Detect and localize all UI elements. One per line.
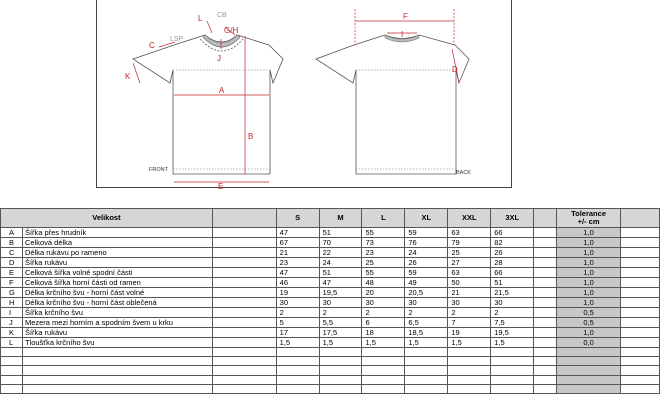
- empty-cell: [534, 375, 557, 384]
- row-size-value: 66: [491, 268, 534, 278]
- empty-cell: [491, 366, 534, 375]
- row-size-value: 47: [276, 228, 319, 238]
- empty-cell: [319, 384, 362, 393]
- row-size-value: 20,5: [405, 288, 448, 298]
- size-chart-header-row: [1, 209, 660, 228]
- seam-label-lsp: LSP: [170, 36, 184, 43]
- row-size-value: 26: [491, 248, 534, 258]
- row-size-value: 19: [276, 288, 319, 298]
- row-size-value: 22: [319, 248, 362, 258]
- row-size-value: 2: [276, 308, 319, 318]
- empty-cell: [448, 384, 491, 393]
- row-size-value: 63: [448, 228, 491, 238]
- row-gap-cell: [212, 338, 276, 348]
- row-name: Délka krčního švu - horní část volné: [22, 288, 212, 298]
- empty-cell: [621, 366, 660, 375]
- dimension-lines: [133, 9, 459, 182]
- row-size-value: 5,5: [319, 318, 362, 328]
- row-size-value: 47: [319, 278, 362, 288]
- row-size-value: 70: [319, 238, 362, 248]
- row-size-value: 51: [319, 268, 362, 278]
- empty-cell: [212, 348, 276, 357]
- row-tolerance: 0,5: [557, 308, 621, 318]
- empty-cell: [534, 384, 557, 393]
- dim-label-gh: G/H: [224, 26, 239, 35]
- table-row: [1, 238, 660, 248]
- tolerance-unit: +/- cm: [577, 217, 600, 226]
- row-gap-cell: [621, 268, 660, 278]
- row-name: Mezera mezi horním a spodním švem u krku: [22, 318, 212, 328]
- row-gap-cell: [212, 328, 276, 338]
- row-name: Šířka krčního švu: [22, 308, 212, 318]
- empty-cell: [212, 366, 276, 375]
- row-size-value: 55: [362, 268, 405, 278]
- table-row: [1, 268, 660, 278]
- header-tolerance: [557, 209, 621, 228]
- row-size-value: 79: [448, 238, 491, 248]
- row-gap-cell: [534, 258, 557, 268]
- row-gap-cell: [534, 328, 557, 338]
- table-row: [1, 258, 660, 268]
- row-name: Tloušťka krčního švu: [22, 338, 212, 348]
- row-size-value: 82: [491, 238, 534, 248]
- row-gap-cell: [534, 308, 557, 318]
- row-size-value: 26: [405, 258, 448, 268]
- table-row: [1, 298, 660, 308]
- row-size-value: 27: [448, 258, 491, 268]
- row-code: F: [1, 278, 23, 288]
- row-tolerance: 1,0: [557, 228, 621, 238]
- dim-label-c: C: [149, 41, 155, 50]
- row-size-value: 76: [405, 238, 448, 248]
- empty-cell: [212, 375, 276, 384]
- empty-cell: [319, 375, 362, 384]
- table-row: [1, 328, 660, 338]
- row-size-value: 19,5: [319, 288, 362, 298]
- row-gap-cell: [212, 278, 276, 288]
- empty-cell: [276, 366, 319, 375]
- empty-cell: [448, 348, 491, 357]
- dim-label-b: B: [248, 132, 254, 141]
- row-size-value: 21: [448, 288, 491, 298]
- empty-cell: [362, 357, 405, 366]
- row-gap-cell: [621, 258, 660, 268]
- empty-cell: [319, 357, 362, 366]
- row-code: H: [1, 298, 23, 308]
- row-code: C: [1, 248, 23, 258]
- row-size-value: 2: [448, 308, 491, 318]
- row-gap-cell: [621, 318, 660, 328]
- empty-cell: [405, 366, 448, 375]
- row-gap-cell: [212, 248, 276, 258]
- row-size-value: 30: [448, 298, 491, 308]
- row-gap-cell: [212, 318, 276, 328]
- row-size-value: 7: [448, 318, 491, 328]
- empty-cell: [319, 366, 362, 375]
- empty-cell: [534, 357, 557, 366]
- row-size-value: 28: [491, 258, 534, 268]
- empty-cell: [212, 384, 276, 393]
- row-size-value: 19: [448, 328, 491, 338]
- row-code: G: [1, 288, 23, 298]
- empty-table-row: [1, 357, 660, 366]
- empty-cell: [557, 348, 621, 357]
- row-gap-cell: [621, 228, 660, 238]
- front-tshirt-outline: [133, 35, 283, 174]
- empty-cell: [22, 384, 212, 393]
- row-size-value: 1,5: [362, 338, 405, 348]
- back-tshirt-outline: [316, 35, 469, 174]
- size-chart-body: [1, 228, 660, 394]
- empty-cell: [22, 375, 212, 384]
- tolerance-title: Tolerance: [571, 208, 606, 218]
- empty-cell: [557, 384, 621, 393]
- row-size-value: 49: [405, 278, 448, 288]
- row-name: Šířka rukávu: [22, 258, 212, 268]
- row-gap-cell: [212, 308, 276, 318]
- row-gap-cell: [621, 298, 660, 308]
- row-name: Šířka rukávu: [22, 328, 212, 338]
- row-size-value: 73: [362, 238, 405, 248]
- empty-cell: [534, 366, 557, 375]
- front-view-label: FRONT: [149, 167, 168, 173]
- row-gap-cell: [534, 298, 557, 308]
- row-gap-cell: [534, 228, 557, 238]
- row-size-value: 46: [276, 278, 319, 288]
- row-size-value: 2: [405, 308, 448, 318]
- empty-cell: [362, 375, 405, 384]
- row-tolerance: 0,0: [557, 338, 621, 348]
- row-size-value: 1,5: [319, 338, 362, 348]
- size-chart-table: [0, 208, 660, 394]
- empty-cell: [1, 348, 23, 357]
- row-code: K: [1, 328, 23, 338]
- row-size-value: 30: [362, 298, 405, 308]
- empty-cell: [621, 384, 660, 393]
- row-name: Celková délka: [22, 238, 212, 248]
- table-row: [1, 308, 660, 318]
- row-gap-cell: [534, 248, 557, 258]
- row-gap-cell: [212, 268, 276, 278]
- table-row: [1, 318, 660, 328]
- header-gap: [534, 209, 557, 228]
- dim-label-f: F: [403, 12, 408, 21]
- empty-cell: [362, 366, 405, 375]
- row-gap-cell: [212, 228, 276, 238]
- row-size-value: 17,5: [319, 328, 362, 338]
- header-velikost: Velikost: [1, 209, 213, 228]
- row-size-value: 30: [276, 298, 319, 308]
- empty-cell: [491, 375, 534, 384]
- row-gap-cell: [621, 308, 660, 318]
- table-row: [1, 248, 660, 258]
- empty-table-row: [1, 366, 660, 375]
- row-tolerance: 1,0: [557, 268, 621, 278]
- row-gap-cell: [534, 288, 557, 298]
- back-view-label: BACK: [456, 170, 471, 176]
- empty-cell: [1, 384, 23, 393]
- dim-label-a: A: [219, 86, 225, 95]
- row-tolerance: 1,0: [557, 298, 621, 308]
- row-code: B: [1, 238, 23, 248]
- row-gap-cell: [621, 338, 660, 348]
- row-size-value: 18: [362, 328, 405, 338]
- empty-cell: [276, 384, 319, 393]
- row-size-value: 30: [319, 298, 362, 308]
- empty-cell: [1, 366, 23, 375]
- row-size-value: 6,5: [405, 318, 448, 328]
- row-size-value: 21,5: [491, 288, 534, 298]
- row-gap-cell: [212, 288, 276, 298]
- empty-cell: [491, 384, 534, 393]
- row-size-value: 18,5: [405, 328, 448, 338]
- empty-cell: [448, 375, 491, 384]
- empty-cell: [557, 357, 621, 366]
- row-gap-cell: [212, 238, 276, 248]
- garment-technical-drawing: [96, 0, 512, 188]
- empty-cell: [405, 384, 448, 393]
- header-size: XXL: [448, 209, 491, 228]
- empty-cell: [448, 357, 491, 366]
- row-size-value: 24: [319, 258, 362, 268]
- dim-label-d: D: [452, 65, 458, 74]
- row-gap-cell: [212, 258, 276, 268]
- row-size-value: 2: [362, 308, 405, 318]
- row-name: Délka krčního švu - horní část oblečená: [22, 298, 212, 308]
- header-size: S: [276, 209, 319, 228]
- row-gap-cell: [534, 318, 557, 328]
- row-size-value: 6: [362, 318, 405, 328]
- empty-cell: [276, 348, 319, 357]
- row-size-value: 7,5: [491, 318, 534, 328]
- empty-cell: [491, 357, 534, 366]
- empty-cell: [22, 357, 212, 366]
- row-gap-cell: [534, 278, 557, 288]
- empty-cell: [276, 357, 319, 366]
- empty-cell: [362, 384, 405, 393]
- empty-cell: [22, 366, 212, 375]
- dim-label-k: K: [125, 72, 131, 81]
- tshirt-diagram: [97, 0, 513, 189]
- row-size-value: 5: [276, 318, 319, 328]
- row-size-value: 2: [319, 308, 362, 318]
- empty-cell: [448, 366, 491, 375]
- row-size-value: 66: [491, 228, 534, 238]
- row-name: Celková šířka volné spodní části: [22, 268, 212, 278]
- row-size-value: 25: [362, 258, 405, 268]
- empty-cell: [491, 348, 534, 357]
- row-tolerance: 1,0: [557, 238, 621, 248]
- row-size-value: 23: [362, 248, 405, 258]
- row-gap-cell: [621, 288, 660, 298]
- empty-cell: [557, 375, 621, 384]
- empty-cell: [212, 357, 276, 366]
- row-gap-cell: [621, 238, 660, 248]
- row-size-value: 19,5: [491, 328, 534, 338]
- empty-cell: [621, 348, 660, 357]
- table-row: [1, 228, 660, 238]
- row-name: Šířka přes hrudník: [22, 228, 212, 238]
- row-size-value: 21: [276, 248, 319, 258]
- row-size-value: 17: [276, 328, 319, 338]
- row-gap-cell: [534, 338, 557, 348]
- row-code: J: [1, 318, 23, 328]
- row-gap-cell: [212, 298, 276, 308]
- empty-cell: [621, 357, 660, 366]
- row-size-value: 48: [362, 278, 405, 288]
- row-size-value: 51: [319, 228, 362, 238]
- seam-label-cb: CB: [217, 12, 227, 19]
- empty-table-row: [1, 375, 660, 384]
- empty-cell: [405, 357, 448, 366]
- row-size-value: 51: [491, 278, 534, 288]
- row-size-value: 1,5: [448, 338, 491, 348]
- row-size-value: 23: [276, 258, 319, 268]
- row-code: D: [1, 258, 23, 268]
- row-tolerance: 1,0: [557, 288, 621, 298]
- row-size-value: 30: [491, 298, 534, 308]
- empty-cell: [621, 375, 660, 384]
- empty-cell: [1, 357, 23, 366]
- dim-label-j: J: [217, 54, 221, 63]
- row-gap-cell: [621, 278, 660, 288]
- empty-cell: [276, 375, 319, 384]
- row-gap-cell: [621, 248, 660, 258]
- row-size-value: 50: [448, 278, 491, 288]
- row-code: E: [1, 268, 23, 278]
- empty-cell: [362, 348, 405, 357]
- row-size-value: 1,5: [405, 338, 448, 348]
- row-size-value: 67: [276, 238, 319, 248]
- row-size-value: 59: [405, 268, 448, 278]
- row-gap-cell: [621, 328, 660, 338]
- row-size-value: 30: [405, 298, 448, 308]
- header-size: XL: [405, 209, 448, 228]
- row-code: L: [1, 338, 23, 348]
- empty-cell: [1, 375, 23, 384]
- row-size-value: 25: [448, 248, 491, 258]
- row-tolerance: 1,0: [557, 248, 621, 258]
- table-row: [1, 338, 660, 348]
- row-size-value: 59: [405, 228, 448, 238]
- empty-cell: [22, 348, 212, 357]
- row-code: I: [1, 308, 23, 318]
- empty-table-row: [1, 384, 660, 393]
- empty-cell: [319, 348, 362, 357]
- row-size-value: 1,5: [276, 338, 319, 348]
- row-tolerance: 0,5: [557, 318, 621, 328]
- row-tolerance: 1,0: [557, 278, 621, 288]
- row-size-value: 20: [362, 288, 405, 298]
- row-code: A: [1, 228, 23, 238]
- row-tolerance: 1,0: [557, 258, 621, 268]
- empty-cell: [405, 348, 448, 357]
- dim-label-e: E: [218, 182, 224, 189]
- row-name: Celková šířka horní části od ramen: [22, 278, 212, 288]
- row-name: Délka rukávu po rameno: [22, 248, 212, 258]
- table-row: [1, 278, 660, 288]
- row-size-value: 24: [405, 248, 448, 258]
- row-size-value: 63: [448, 268, 491, 278]
- header-size: 3XL: [491, 209, 534, 228]
- row-size-value: 1,5: [491, 338, 534, 348]
- row-size-value: 47: [276, 268, 319, 278]
- empty-cell: [405, 375, 448, 384]
- empty-cell: [557, 366, 621, 375]
- header-gap: [621, 209, 660, 228]
- header-size: M: [319, 209, 362, 228]
- row-gap-cell: [534, 238, 557, 248]
- dim-label-l: L: [198, 14, 203, 23]
- empty-table-row: [1, 348, 660, 357]
- row-gap-cell: [534, 268, 557, 278]
- table-row: [1, 288, 660, 298]
- empty-cell: [534, 348, 557, 357]
- row-size-value: 2: [491, 308, 534, 318]
- header-size: L: [362, 209, 405, 228]
- dim-label-i: I: [401, 30, 404, 39]
- header-blank: [212, 209, 276, 228]
- row-tolerance: 1,0: [557, 328, 621, 338]
- row-size-value: 55: [362, 228, 405, 238]
